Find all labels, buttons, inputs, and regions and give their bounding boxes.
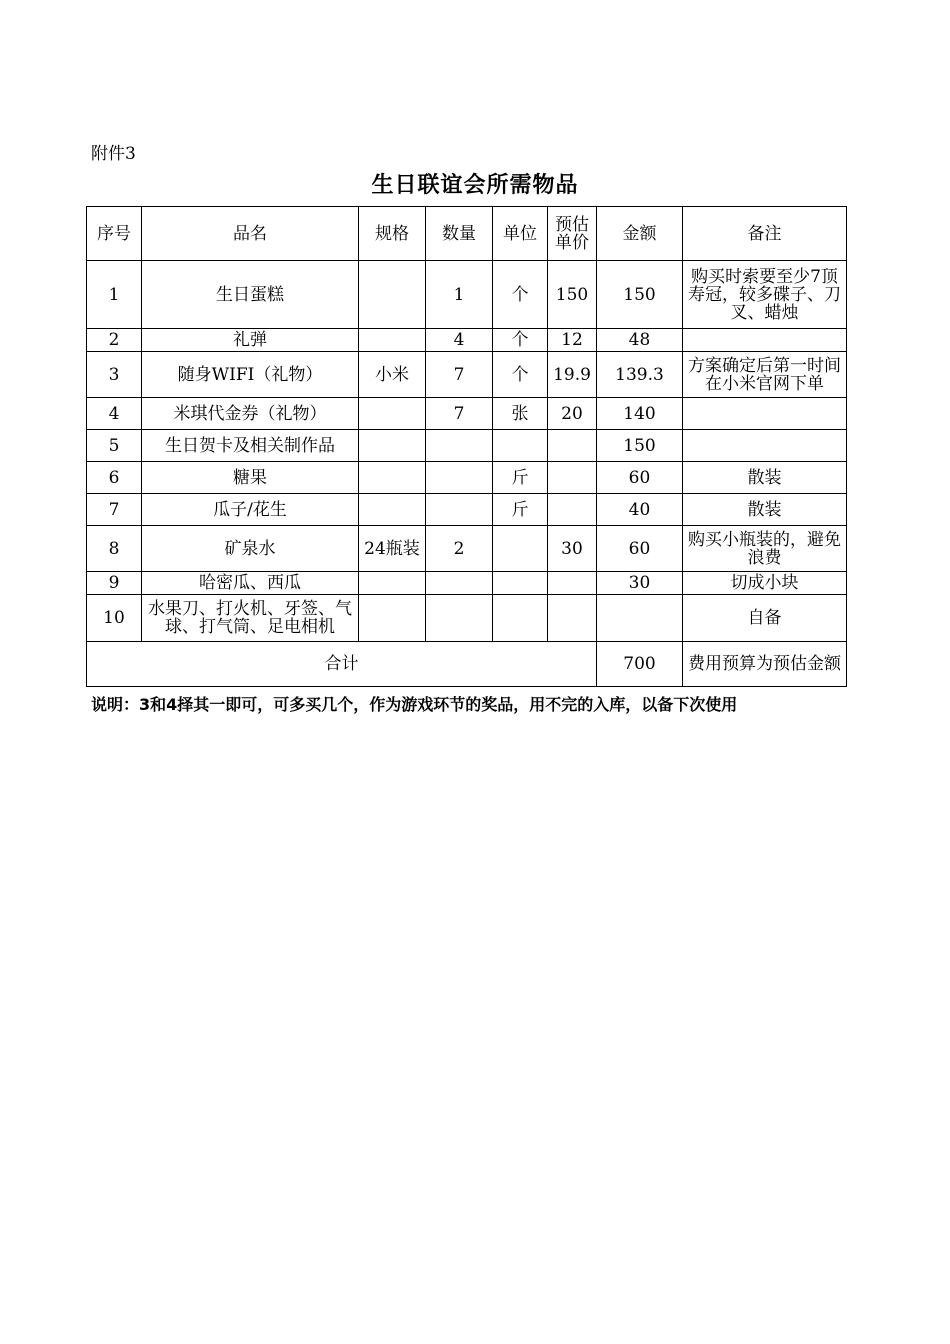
table-row	[87, 352, 847, 398]
header-unit: 单位	[493, 207, 548, 261]
table-row	[87, 462, 847, 494]
table-header-row	[87, 207, 847, 261]
cell-index: 9	[87, 572, 142, 595]
cell-name: 生日蛋糕	[142, 261, 359, 329]
cell-spec	[359, 398, 426, 430]
cell-spec	[359, 494, 426, 526]
cell-qty: 2	[426, 526, 493, 572]
cell-price: 30	[548, 526, 597, 572]
cell-price	[548, 494, 597, 526]
cell-amount: 150	[597, 261, 683, 329]
cell-unit: 斤	[493, 462, 548, 494]
cell-index: 5	[87, 430, 142, 462]
table-row	[87, 572, 847, 595]
cell-amount: 140	[597, 398, 683, 430]
cell-qty	[426, 595, 493, 642]
cell-remark: 自备	[683, 595, 847, 642]
cell-name: 礼弹	[142, 329, 359, 352]
items-table	[86, 206, 847, 687]
cell-qty	[426, 494, 493, 526]
cell-spec	[359, 261, 426, 329]
cell-price: 150	[548, 261, 597, 329]
cell-amount: 30	[597, 572, 683, 595]
cell-remark: 购买时索要至少7顶寿冠，较多碟子、刀叉、蜡烛	[683, 261, 847, 329]
cell-name: 哈密瓜、西瓜	[142, 572, 359, 595]
cell-amount: 139.3	[597, 352, 683, 398]
header-price: 预估单价	[548, 207, 597, 261]
cell-index: 2	[87, 329, 142, 352]
cell-remark: 散装	[683, 462, 847, 494]
cell-index: 7	[87, 494, 142, 526]
cell-qty: 7	[426, 398, 493, 430]
cell-remark	[683, 329, 847, 352]
cell-qty: 7	[426, 352, 493, 398]
page-title: 生日联谊会所需物品	[371, 173, 579, 198]
cell-spec	[359, 462, 426, 494]
cell-remark	[683, 398, 847, 430]
cell-unit: 个	[493, 329, 548, 352]
cell-price: 12	[548, 329, 597, 352]
attachment-label: 附件3	[91, 144, 136, 164]
table-row	[87, 261, 847, 329]
table-row	[87, 595, 847, 642]
cell-unit	[493, 595, 548, 642]
cell-price	[548, 462, 597, 494]
cell-index: 3	[87, 352, 142, 398]
cell-name: 水果刀、打火机、牙签、气球、打气筒、足电相机	[142, 595, 359, 642]
cell-amount: 150	[597, 430, 683, 462]
cell-qty	[426, 462, 493, 494]
total-row	[87, 642, 847, 687]
cell-name: 随身WIFI（礼物）	[142, 352, 359, 398]
cell-spec	[359, 595, 426, 642]
cell-name: 生日贺卡及相关制作品	[142, 430, 359, 462]
cell-amount: 60	[597, 462, 683, 494]
cell-qty	[426, 572, 493, 595]
cell-spec	[359, 430, 426, 462]
cell-remark: 方案确定后第一时间在小米官网下单	[683, 352, 847, 398]
total-amount: 700	[597, 642, 683, 687]
header-name: 品名	[142, 207, 359, 261]
cell-qty: 4	[426, 329, 493, 352]
header-index: 序号	[87, 207, 142, 261]
cell-amount	[597, 595, 683, 642]
cell-remark: 切成小块	[683, 572, 847, 595]
cell-unit: 个	[493, 261, 548, 329]
cell-index: 8	[87, 526, 142, 572]
cell-remark: 散装	[683, 494, 847, 526]
header-qty: 数量	[426, 207, 493, 261]
cell-name: 瓜子/花生	[142, 494, 359, 526]
cell-index: 10	[87, 595, 142, 642]
cell-unit: 个	[493, 352, 548, 398]
cell-name: 矿泉水	[142, 526, 359, 572]
cell-unit	[493, 430, 548, 462]
cell-index: 1	[87, 261, 142, 329]
cell-price: 19.9	[548, 352, 597, 398]
cell-amount: 40	[597, 494, 683, 526]
total-label: 合计	[87, 642, 597, 687]
cell-name: 米琪代金券（礼物）	[142, 398, 359, 430]
cell-price	[548, 595, 597, 642]
cell-spec: 24瓶装	[359, 526, 426, 572]
cell-name: 糖果	[142, 462, 359, 494]
cell-price	[548, 572, 597, 595]
table-row	[87, 430, 847, 462]
cell-index: 4	[87, 398, 142, 430]
cell-unit	[493, 572, 548, 595]
cell-price: 20	[548, 398, 597, 430]
cell-amount: 60	[597, 526, 683, 572]
header-remark: 备注	[683, 207, 847, 261]
cell-spec	[359, 572, 426, 595]
table-row	[87, 494, 847, 526]
cell-unit: 张	[493, 398, 548, 430]
table-row	[87, 329, 847, 352]
cell-remark	[683, 430, 847, 462]
cell-unit: 斤	[493, 494, 548, 526]
header-spec: 规格	[359, 207, 426, 261]
table-row	[87, 526, 847, 572]
cell-qty	[426, 430, 493, 462]
cell-index: 6	[87, 462, 142, 494]
header-amount: 金额	[597, 207, 683, 261]
cell-spec	[359, 329, 426, 352]
cell-amount: 48	[597, 329, 683, 352]
cell-price	[548, 430, 597, 462]
cell-spec: 小米	[359, 352, 426, 398]
footnote: 说明：3和4择其一即可，可多买几个，作为游戏环节的奖品，用不完的入库，以备下次使用	[91, 695, 738, 714]
cell-qty: 1	[426, 261, 493, 329]
total-remark: 费用预算为预估金额	[683, 642, 847, 687]
cell-remark: 购买小瓶装的，避免浪费	[683, 526, 847, 572]
table-row	[87, 398, 847, 430]
cell-unit	[493, 526, 548, 572]
